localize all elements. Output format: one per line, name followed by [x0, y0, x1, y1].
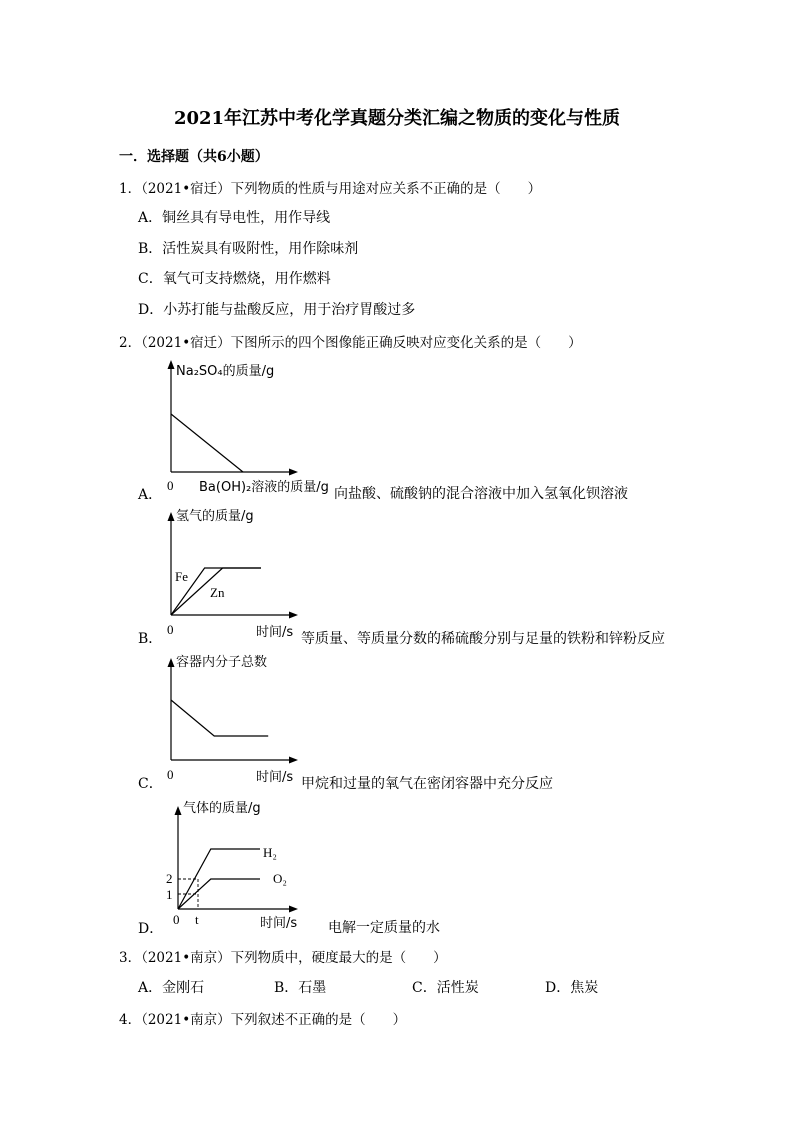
graph-a-xlabel: Ba(OH)₂溶液的质量/g: [199, 480, 329, 495]
graph-b-origin: 0: [167, 622, 174, 637]
graph-d-origin: 0: [173, 912, 180, 927]
q2-stem: 2．（2021•宿迁）下图所示的四个图像能正确反映对应变化关系的是（ ）: [119, 335, 582, 351]
graph-c-description: 甲烷和过量的氧气在密闭容器中充分反应: [301, 776, 553, 792]
graph-d-o2-label: O₂: [273, 871, 287, 886]
graph-d-ylabel: 气体的质量/g: [183, 801, 261, 816]
q3-option-c: C．活性炭: [412, 980, 479, 996]
graph-c-xlabel: 时间/s: [256, 770, 294, 785]
graph-b-description: 等质量、等质量分数的稀硫酸分别与足量的铁粉和锌粉反应: [301, 631, 665, 647]
graph-d-xlabel: 时间/s: [260, 916, 298, 931]
q3-option-a: A．金刚石: [138, 980, 205, 996]
q1-option-b: B．活性炭具有吸附性，用作除味剂: [138, 241, 359, 257]
graph-a-description: 向盐酸、硫酸钠的混合溶液中加入氢氧化钡溶液: [334, 486, 628, 502]
graph-a-ylabel: Na₂SO₄的质量/g: [176, 364, 275, 379]
q3-stem: 3．（2021•南京）下列物质中，硬度最大的是（ ）: [119, 950, 447, 966]
graph-d-x-arrow: [289, 906, 298, 913]
graph-d-ytick-1: 1: [166, 887, 173, 902]
graph-d-h2-label: H₂: [263, 845, 277, 860]
page-title: 2021年江苏中考化学真题分类汇编之物质的变化与性质: [173, 108, 621, 129]
graph-b-zn-label: Zn: [210, 585, 225, 600]
graph-c-origin: 0: [167, 767, 174, 782]
q1-option-d: D．小苏打能与盐酸反应，用于治疗胃酸过多: [138, 302, 416, 318]
section-heading: 一．选择题（共6小题）: [119, 149, 269, 165]
graph-d-description: 电解一定质量的水: [328, 920, 440, 936]
q1-option-a: A．铜丝具有导电性，用作导线: [138, 210, 331, 226]
graph-b-ylabel: 氢气的质量/g: [176, 509, 254, 524]
q3-option-b: B．石墨: [274, 980, 327, 996]
graph-b-fe-label: Fe: [175, 569, 188, 584]
graph-d-t-label: t: [195, 912, 199, 927]
graph-d-ytick-2: 2: [166, 871, 173, 886]
q1-stem: 1．（2021•宿迁）下列物质的性质与用途对应关系不正确的是（ ）: [119, 181, 542, 197]
q3-option-d: D．焦炭: [545, 980, 599, 996]
graph-c-letter: C．: [138, 776, 163, 792]
graph-b-letter: B．: [138, 631, 163, 647]
q1-option-c: C．氧气可支持燃烧，用作燃料: [138, 271, 331, 287]
graph-b-xlabel: 时间/s: [256, 625, 294, 640]
graph-d-letter: D．: [138, 921, 164, 937]
q4-stem: 4．（2021•南京）下列叙述不正确的是（ ）: [119, 1012, 407, 1028]
graph-d-y-arrow: [175, 806, 182, 815]
graph-c-ylabel: 容器内分子总数: [176, 655, 268, 670]
graph-a-origin: 0: [167, 478, 174, 493]
graph-a-letter: A．: [138, 487, 163, 503]
